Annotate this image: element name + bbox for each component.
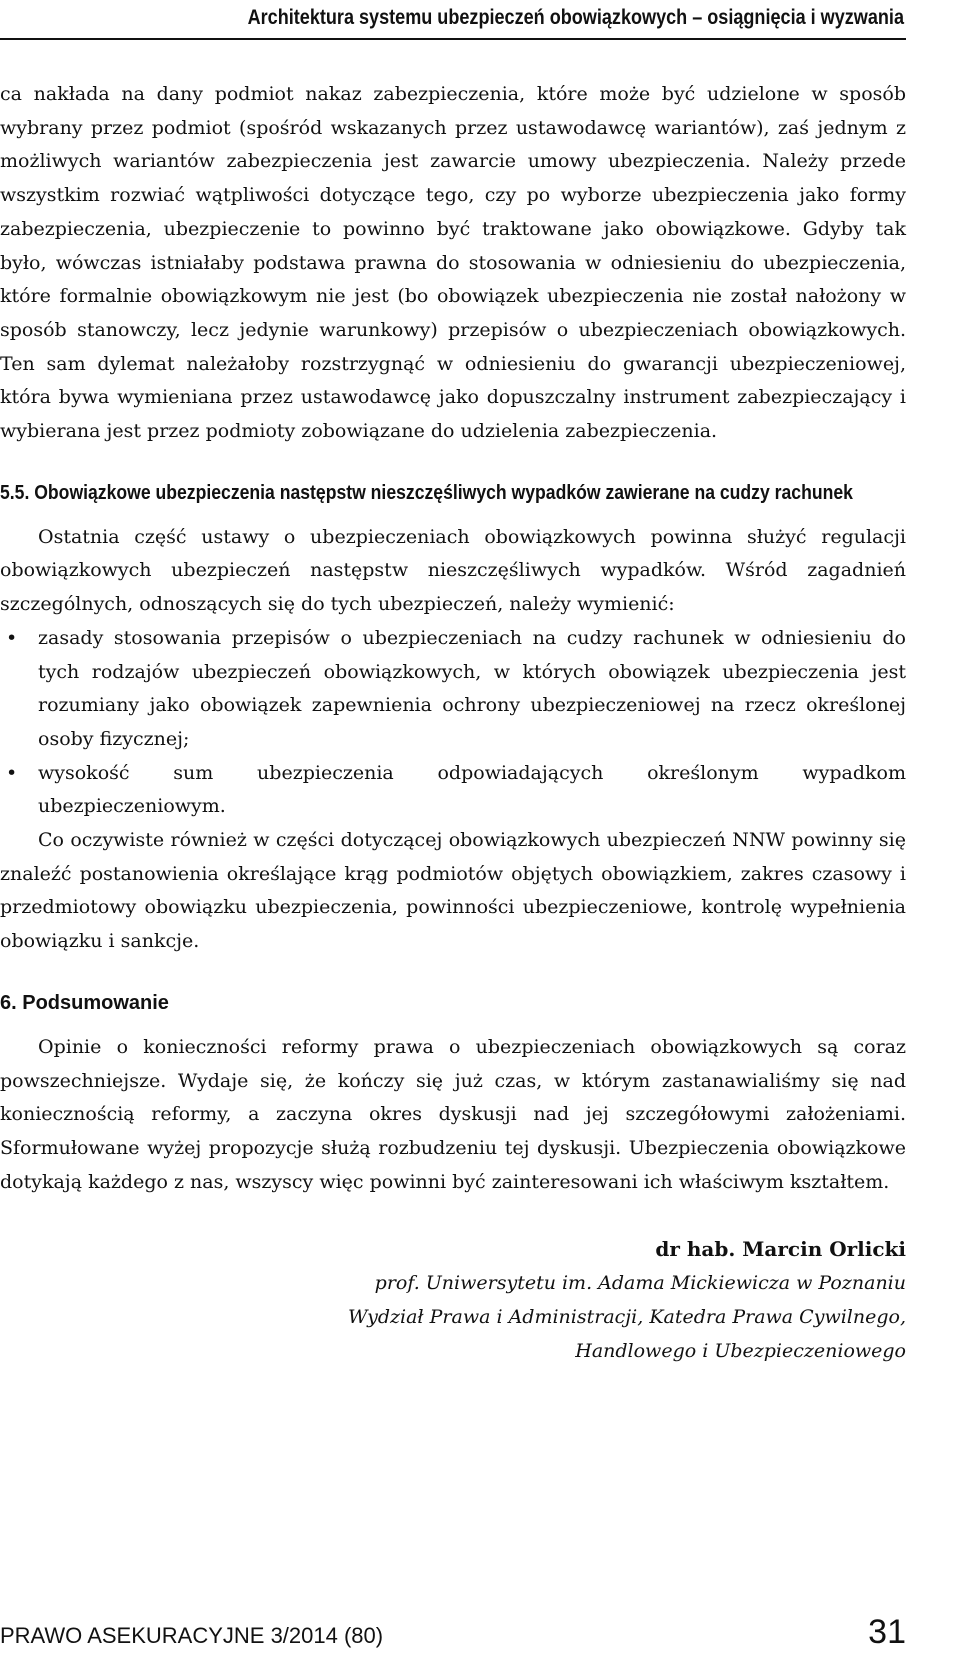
summary-paragraph: Opinie o konieczności reformy prawa o ubezpieczeniach obowiązkowych są coraz powszechniejsze. Wydaje się, że kończy się już czas, w którym zastanawialiśmy się nad koniecznością reformy, a zaczyna okres dyskusji nad jej szczegółowymi założeniami. Sformułowane wyżej propozycje służą rozbudzeniu tej dyskusji. Ubezpieczenia obowiązkowe dotykają każdego z nas, wszyscy więc powinni być zainteresowani ich właściwym kształtem. xyxy=(0,1035,906,1193)
author-affiliation-line: prof. Uniwersytetu im. Adama Mickiewicza w Poznaniu xyxy=(374,1272,906,1295)
paragraph-continuation: ca nakłada na dany podmiot nakaz zabezpieczenia, które może być udzielone w sposób wybrany przez podmiot (spośród wskazanych przez ustawodawcę wariantów), zaś jednym z możliwych wariantów zabezpieczenia jest zawarcie umowy ubezpieczenia. Należy przede wszystkim rozwiać wątpliwości dotyczące tego, czy po wyborze ubezpieczenia jako formy zabezpieczenia, ubezpieczenie to powinno być traktowane jako obowiązkowe. Gdyby tak było, wówczas istniałaby podstawa prawna do stosowania w odniesieniu do ubezpieczenia, które formalnie obowiązkowym nie jest (bo obowiązek ubezpieczenia nie został nałożony w sposób stanowczy, lecz jedynie warunkowy) przepisów o ubezpieczeniach obowiązkowych. Ten sam dylemat należałoby rozstrzygnąć w odniesieniu do gwarancji ubezpieczeniowej, która bywa wymieniana przez ustawodawcę jako dopuszczalny instrument zabezpieczający i wybierana jest przez podmioty zobowiązane do udzielenia zabezpieczenia. xyxy=(0,83,906,443)
page-number: 31 xyxy=(868,1613,906,1651)
running-header: Architektura systemu ubezpieczeń obowiązkowych – osiągnięcia i wyzwania xyxy=(247,6,905,29)
page-content xyxy=(0,78,906,1368)
bullet-icon: • xyxy=(6,761,18,784)
author-name: dr hab. Marcin Orlicki xyxy=(655,1237,906,1262)
list-item-text: zasady stosowania przepisów o ubezpieczeniach na cudzy rachunek w odniesieniu do tych rodzajów ubezpieczeń obowiązkowych, w których obowiązek ubezpieczenia jest rozumiany jako obowiązek zapewnienia ochrony ubezpieczeniowej na rzecz określonej osoby fizycznej; xyxy=(38,626,906,750)
journal-title: PRAWO ASEKURACYJNE 3/2014 (80) xyxy=(0,1623,384,1648)
list-item xyxy=(0,757,906,824)
section-5-5-closing: Co oczywiste również w części dotyczącej obowiązkowych ubezpieczeń NNW powinny się znaleźć postanowienia określające krąg podmiotów objętych obowiązkiem, zakres czasowy i przedmiotowy obowiązku ubezpieczenia, powinności ubezpieczeniowe, kontrolę wypełnienia obowiązku i sankcje. xyxy=(0,829,906,953)
author-signature xyxy=(0,1233,906,1368)
author-affiliation-line: Wydział Prawa i Administracji, Katedra Prawa Cywilnego, xyxy=(348,1305,906,1328)
section-heading-5-5: 5.5. Obowiązkowe ubezpieczenia następstw nieszczęśliwych wypadków zawierane na cudzy rachunek xyxy=(0,481,853,504)
section-heading-6: 6. Podsumowanie xyxy=(0,991,169,1014)
header-rule xyxy=(0,38,906,40)
bullet-list xyxy=(0,622,906,824)
list-item xyxy=(0,622,906,757)
author-affiliation-line: Handlowego i Ubezpieczeniowego xyxy=(575,1339,906,1362)
section-5-5-intro: Ostatnia część ustawy o ubezpieczeniach obowiązkowych powinna służyć regulacji obowiązkowych ubezpieczeń następstw nieszczęśliwych wypadków. Wśród zagadnień szczególnych, odnoszących się do tych ubezpieczeń, należy wymienić: xyxy=(0,525,906,616)
list-item-text: wysokość sum ubezpieczenia odpowiadających określonym wypadkom ubezpieczeniowym. xyxy=(38,761,906,818)
bullet-icon: • xyxy=(6,626,18,649)
